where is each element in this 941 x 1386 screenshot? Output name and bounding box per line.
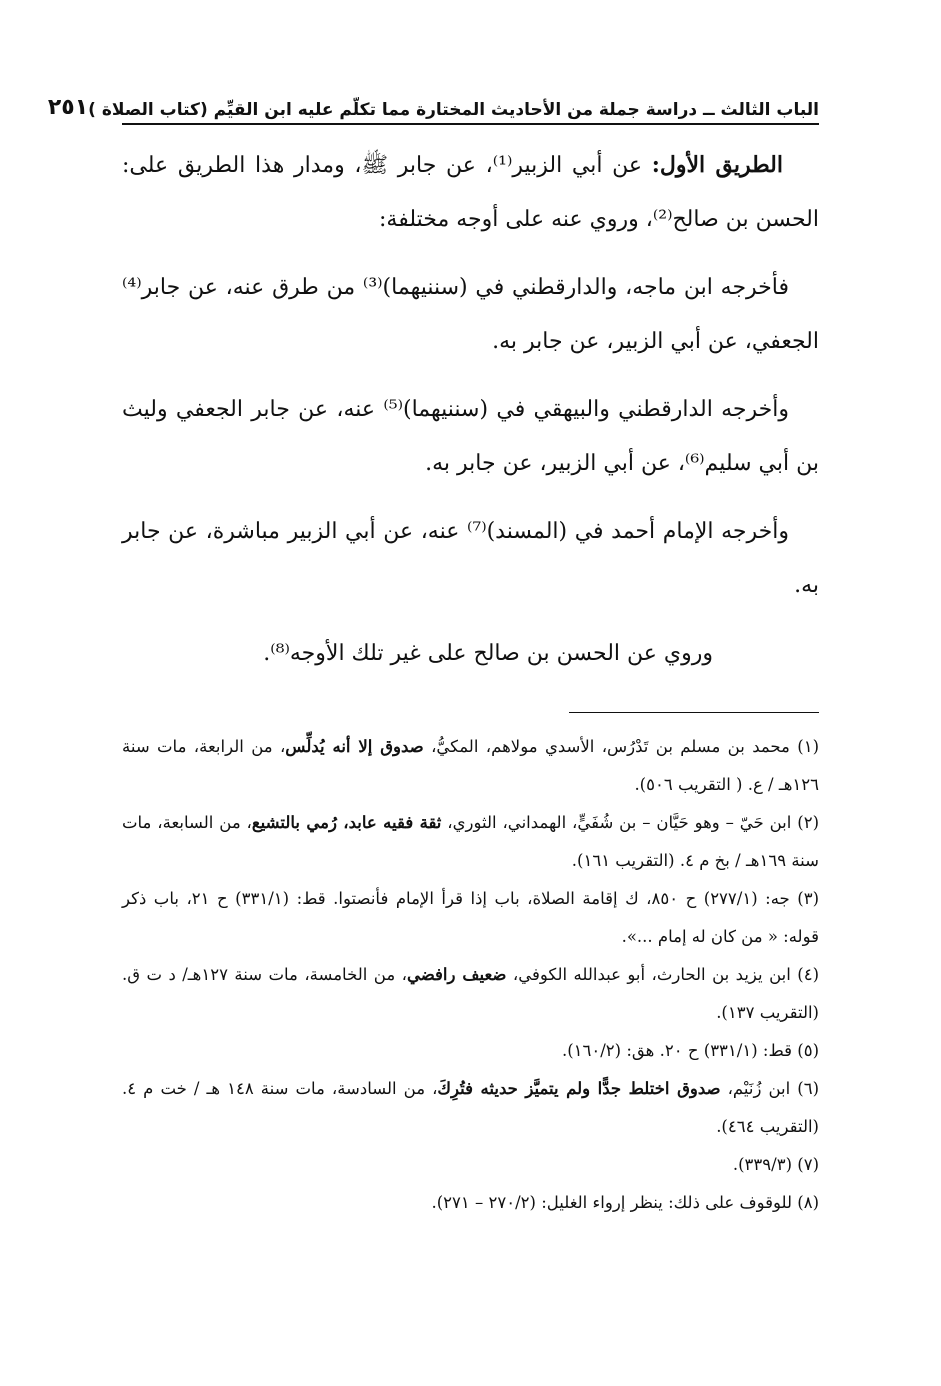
footnote-4 [122, 956, 819, 1032]
footnote-6-grade: صدوق اختلط جدًّا ولم يتميَّز حديثه فتُرِكَ [437, 1079, 721, 1098]
footnote-8: (٨) للوقوف على ذلك: ينظر إرواء الغليل: (٢٧٠/٢ – ٢٧١). [431, 1193, 819, 1212]
footnote-6 [122, 1070, 819, 1146]
footnote-2-rest: ، من السابعة، مات سنة ١٦٩هـ / بخ م ٤. (التقريب ١٦١). [122, 813, 819, 870]
page-number: ٢٥١ [47, 95, 89, 120]
paragraph-1-text: عن أبي الزبير⁽¹⁾، عن جابر ﷺ، ومدار هذا الطريق على: الحسن بن صالح⁽²⁾، وروي عنه على أوجه مختلفة: [122, 153, 819, 232]
paragraph-lead: الطريق الأول: [651, 152, 783, 178]
footnote-5: (٥) قط: (٣٣١/١) ح ٢٠. هق: (١٦٠/٢). [561, 1041, 819, 1060]
footnote-2-text: (٢) ابن حَيّ – وهو حَيَّان – بن شُفَيٍّ، الهمداني، الثوري، [441, 813, 819, 832]
footnote-2-grade: ثقة فقيه عابد، رُمي بالتشيع [251, 813, 442, 832]
footnote-6-rest: ، من السادسة، مات سنة ١٤٨ هـ / خت م ٤. (التقريب ٤٦٤). [122, 1079, 819, 1136]
footnote-3: (٣) جه: (٢٧٧/١) ح ٨٥٠، ك إقامة الصلاة، باب إذا قرأ الإمام فأنصتوا. قط: (٣٣١/١) ح ٢١، باب ذكر قوله: « من كان له إمام ...». [122, 889, 819, 946]
footnote-4-rest: ، من الخامسة، مات سنة ١٢٧هـ/ د ت ق. (التقريب ١٣٧). [122, 965, 819, 1022]
paragraph-4: وأخرجه الإمام أحمد في (المسند)⁽⁷⁾ عنه، عن أبي الزبير مباشرة، عن جابر به. [122, 519, 819, 598]
footnote-separator [569, 712, 819, 713]
main-text [122, 138, 819, 695]
header-title: الباب الثالث ــ دراسة جملة من الأحاديث المختارة مما تكلّم عليه ابن القيِّم (كتاب الصلاة ) [88, 100, 819, 120]
header-rule [122, 123, 819, 125]
footnote-6-text: (٦) ابن زُنَيْم، [720, 1079, 819, 1098]
footnote-1-grade: صدوق إلا أنه يُدلِّس [285, 737, 424, 756]
footnote-1 [122, 728, 819, 804]
footnote-4-grade: ضعيف رافضي [406, 965, 507, 984]
paragraph-3: وأخرجه الدارقطني والبيهقي في (سننيهما)⁽⁵⁾ عنه، عن جابر الجعفي وليث بن أبي سليم⁽⁶⁾، عن أبي الزبير، عن جابر به. [122, 397, 819, 476]
footnote-7: (٧) (٣٣٩/٣). [732, 1155, 819, 1174]
paragraph-2: فأخرجه ابن ماجه، والدارقطني في (سننيهما)⁽³⁾ من طرق عنه، عن جابر⁽⁴⁾ الجعفي، عن أبي الزبير، عن جابر به. [122, 275, 819, 354]
footnote-1-text: (١) محمد بن مسلم بن تَدْرُس، الأسدي مولاهم، المكيُّ، [423, 737, 820, 756]
footnote-1-rest: ، من الرابعة، مات سنة ١٢٦هـ / ع. ( التقريب ٥٠٦). [122, 737, 819, 794]
footnote-2 [122, 804, 819, 880]
footnote-4-text: (٤) ابن يزيد بن الحارث، أبو عبدالله الكوفي، [506, 965, 819, 984]
running-header [47, 86, 819, 120]
footnotes [122, 728, 819, 1222]
paragraph-5: وروي عن الحسن بن صالح على غير تلك الأوجه⁽⁸⁾. [263, 641, 713, 666]
paragraph-1 [122, 138, 819, 247]
